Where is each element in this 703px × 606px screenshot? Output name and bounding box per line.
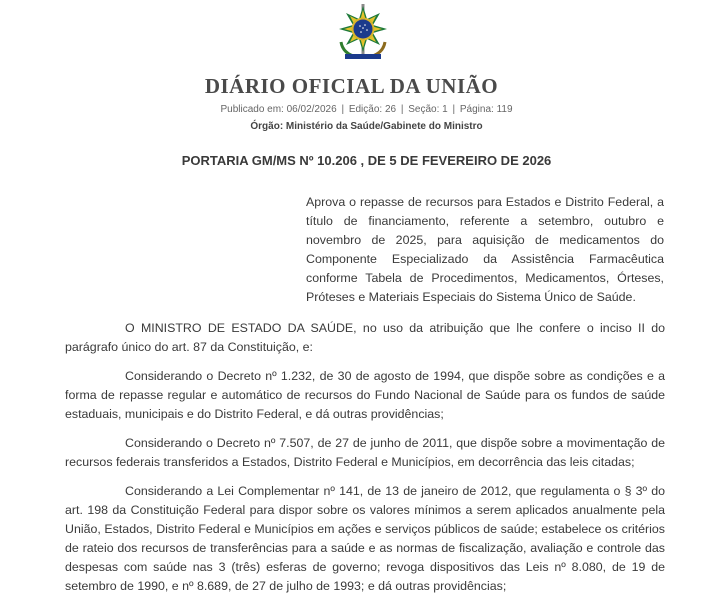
masthead-title: DIÁRIO OFICIAL DA UNIÃO: [204, 74, 499, 98]
document-title: PORTARIA GM/MS Nº 10.206 , DE 5 DE FEVEREIRO DE 2026: [181, 153, 552, 168]
page-number: Página: 119: [459, 104, 513, 115]
issuing-organ: Órgão: Ministério da Saúde/Gabinete do Ministro: [250, 121, 483, 132]
brazil-coat-of-arms-icon: [331, 2, 395, 62]
edition-number: Edição: 26: [348, 104, 397, 115]
publication-info: Publicado em: 06/02/2026 | Edição: 26 | Seção: 1 | Página: 119: [220, 104, 513, 115]
body-paragraph: Considerando a Lei Complementar nº 141, de 13 de janeiro de 2012, que regulamenta o § 3º do art. 198 da Constituição Federal para dispor sobre os valores mínimos a serem aplicados anualmente pela União, Estados, Distrito Federal e Municípios em ações e serviços públicos de saúde; estabelece os critérios de rateio dos recursos de transferências para a saúde e as normas de fiscalização, avaliação e controle das despesas com saúde nas 3 (três) esferas de governo; revoga dispositivos das Leis nº 8.080, de 19 de setembro de 1990, e nº 8.689, de 27 de julho de 1993; e dá outras providências;: [65, 484, 665, 593]
body-paragraph: Considerando o Decreto nº 1.232, de 30 de agosto de 1994, que dispõe sobre as condições e a forma de repasse regular e automático de recursos do Fundo Nacional de Saúde para os fundos de saúde estaduais, municipais e do Distrito Federal, e dá outras providências;: [65, 369, 665, 421]
document-summary: Aprova o repasse de recursos para Estados e Distrito Federal, a título de financiamento, referente a setembro, outubro e novembro de 2025, para aquisição de medicamentos do Componente Especializado da Assistência Farmacêutica conforme Tabela de Procedimentos, Medicamentos, Órteses, Próteses e Materiais Especiais do Sistema Único de Saúde.: [306, 195, 664, 304]
published-date: Publicado em: 06/02/2026: [220, 104, 337, 115]
body-paragraph: Considerando o Decreto nº 7.507, de 27 de junho de 2011, que dispõe sobre a movimentação de recursos federais transferidos a Estados, Distrito Federal e Municípios, em decorrência das leis citadas;: [65, 436, 665, 469]
section-number: Seção: 1: [408, 104, 448, 115]
body-paragraph: O MINISTRO DE ESTADO DA SAÚDE, no uso da atribuição que lhe confere o inciso II do parágrafo único do art. 87 da Constituição, e:: [65, 321, 665, 354]
document-body: [65, 319, 665, 606]
